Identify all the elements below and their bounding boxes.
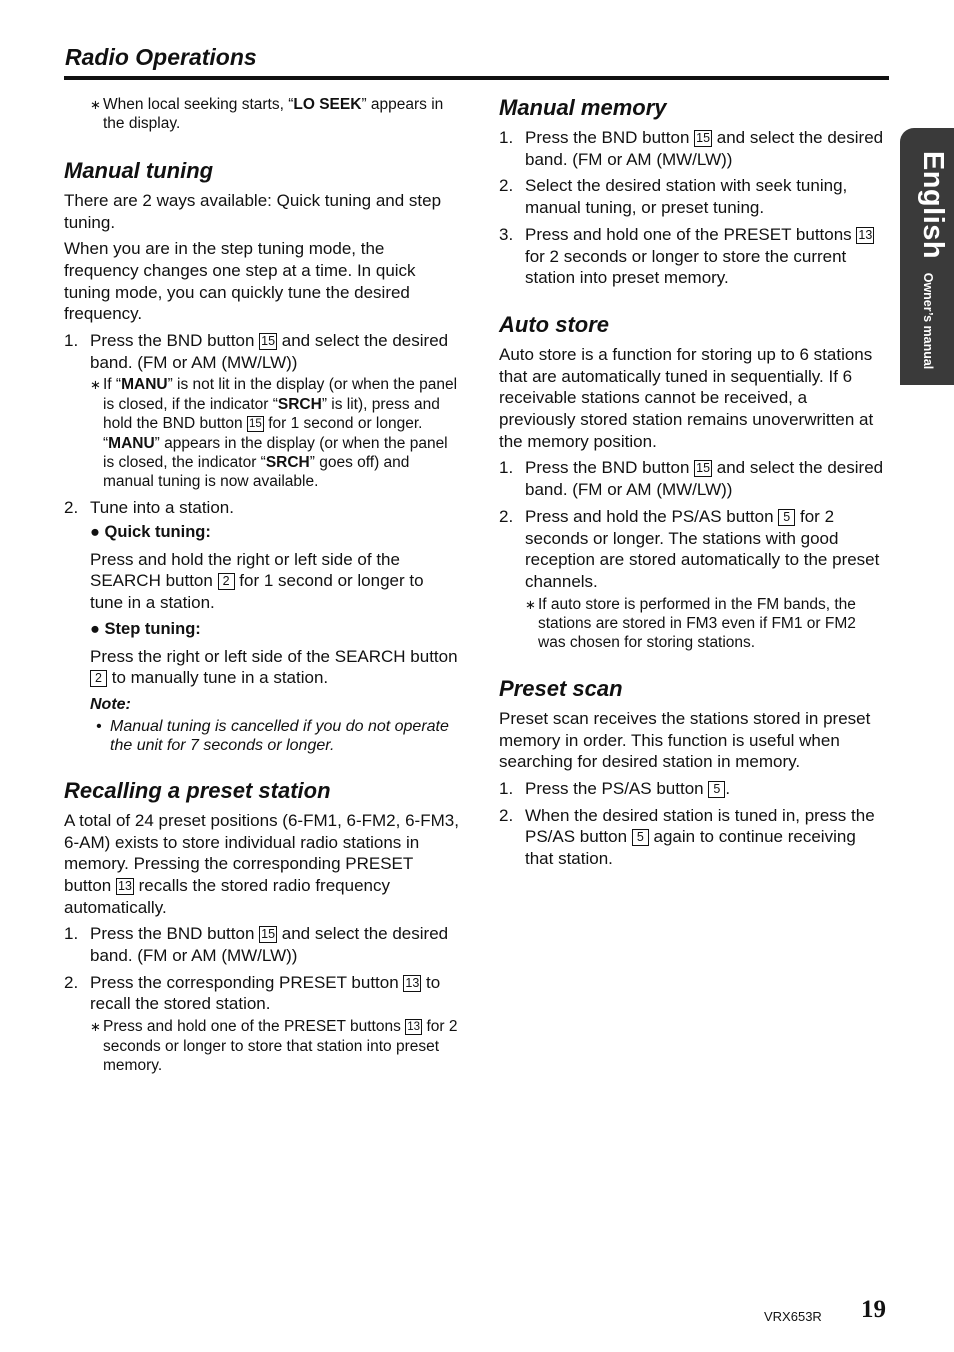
step-text: again to continue receiving that station. (525, 827, 856, 869)
list-item (64, 923, 459, 966)
language-side-tab (900, 128, 954, 385)
list-item (499, 457, 887, 500)
step-number: 2. (64, 497, 79, 517)
asterisk-icon: ∗ (90, 1019, 101, 1035)
step-number: 1. (64, 924, 79, 944)
note-text: When local seeking starts, “ (103, 96, 294, 113)
body-text: recalls the stored radio frequency automatically. (64, 875, 390, 917)
auto-store-p1: Auto store is a function for storing up to 6 stations that are automatically tuned in sequentially. If 6 receivable stations cannot be received, a previously stored station remains unoverwritten at the memory position. (499, 344, 874, 451)
button-number-box: 13 (858, 227, 873, 242)
note-text: Manual tuning is cancelled if you do not operate the unit for 7 seconds or longer. (110, 717, 449, 755)
recalling-p1 (64, 810, 459, 919)
step-tuning-heading: ● Step tuning: (90, 619, 201, 638)
manual-tuning-p1: There are 2 ways available: Quick tuning and step tuning. (64, 190, 442, 232)
header-rule (64, 76, 889, 80)
list-item (499, 127, 887, 170)
note-text: ” is not lit in the display (or when the panel is closed, if the indicator “ (103, 376, 458, 413)
step-number: 1. (499, 458, 514, 478)
step-number: 1. (499, 128, 514, 147)
list-item (499, 175, 887, 218)
body-text: A total of 24 preset positions (6-FM1, 6-FM2, 6-FM3, 6-AM) exists to store individual radio stations in memory. Pressing the corresponding PRESET button (64, 810, 459, 895)
manu-note (90, 375, 459, 491)
step-text: . (725, 778, 731, 798)
section-title-auto-store: Auto store (499, 311, 609, 337)
note-bold: SRCH (265, 454, 310, 472)
auto-store-steps (499, 457, 887, 652)
note-text: If auto store is performed in the FM bands, the stations are stored in FM3 even if FM1 or FM2 was chosen for storing stations. (538, 595, 856, 652)
note-text: ” is lit), press and hold the BND button (103, 395, 440, 433)
step-number: 1. (64, 331, 79, 351)
recalling-steps (64, 923, 459, 1075)
step-text: Press the BND button (90, 924, 260, 944)
manual-tuning-steps (64, 330, 459, 756)
step-number: 2. (64, 972, 79, 992)
asterisk-icon: ∗ (525, 596, 536, 612)
button-number-box: 5 (708, 781, 725, 798)
asterisk-icon: ∗ (90, 97, 101, 112)
button-number-box: 15 (247, 416, 264, 432)
note-bold: LO SEEK (293, 96, 362, 113)
page-header-title: Radio Operations (65, 44, 257, 70)
fm-bands-note (525, 595, 887, 653)
note-text: ” goes off) and manual tuning is now available. (103, 454, 410, 491)
right-column (499, 95, 887, 875)
button-number-box: 13 (118, 878, 132, 893)
list-item (499, 805, 887, 870)
note-text: for 2 seconds or longer to store that station into preset memory. (103, 1018, 458, 1074)
step-text: Select the desired station with seek tuning, manual tuning, or preset tuning. (525, 176, 848, 218)
footer-page-number: 19 (861, 1296, 886, 1323)
step-text: Press the BND button (90, 331, 260, 351)
button-number-box: 2 (218, 573, 235, 590)
step-number: 2. (499, 176, 514, 196)
section-title-recalling-preset: Recalling a preset station (64, 777, 331, 803)
left-column (64, 95, 459, 1080)
manual-memory-steps (499, 127, 887, 289)
store-note (90, 1017, 459, 1075)
step-text: Press the corresponding PRESET button (90, 972, 404, 992)
note-text: Press and hold one of the PRESET buttons (103, 1018, 406, 1036)
button-number-box: 13 (405, 975, 420, 990)
list-item (64, 497, 459, 756)
step-number: 2. (499, 805, 514, 825)
step-text: and select the desired band. (FM or AM (MW/LW)) (90, 924, 449, 966)
side-tab-language: English (917, 150, 949, 260)
button-number-box: 5 (778, 509, 795, 526)
quick-tuning-heading: ● Quick tuning: (90, 522, 211, 541)
step-text: for 2 seconds or longer to store the current station into preset memory. (525, 246, 847, 288)
step-text: and select the desired band. (FM or AM (MW/LW)) (525, 458, 884, 500)
step-text: to recall the stored station. (90, 972, 441, 1014)
step-text: When the desired station is tuned in, press the PS/AS button (525, 805, 875, 847)
list-item (64, 972, 459, 1076)
section-title-manual-memory: Manual memory (499, 95, 667, 120)
button-number-box: 15 (696, 461, 711, 476)
step-text: Press and hold the PS/AS button (525, 506, 779, 526)
step-number: 1. (499, 778, 514, 798)
note-text: If “ (103, 376, 122, 394)
step-text: and select the desired band. (FM or AM (MW/LW)) (525, 128, 884, 169)
step-text: Press the PS/AS button (525, 778, 709, 798)
section-title-manual-tuning: Manual tuning (64, 157, 214, 183)
section-title-preset-scan: Preset scan (499, 675, 623, 701)
step-text: for 1 second or longer to tune in a station. (90, 571, 424, 612)
button-number-box: 2 (90, 670, 107, 687)
note-bold: MANU (108, 434, 155, 452)
note-text: ” appears in the display. (103, 96, 444, 133)
step-text: Press and hold the right or left side of the SEARCH button (90, 549, 400, 591)
note-bold: MANU (121, 376, 168, 394)
step-text: to manually tune in a station. (107, 668, 329, 688)
step-text: Press and hold one of the PRESET buttons (525, 224, 857, 244)
note-title: Note: (90, 696, 131, 714)
list-item (499, 224, 887, 289)
button-number-box: 15 (261, 927, 276, 942)
button-number-box: 5 (632, 829, 649, 846)
asterisk-icon: ∗ (90, 377, 101, 393)
step-text: and select the desired band. (FM or AM (MW/LW)) (90, 331, 449, 372)
list-item (64, 330, 459, 492)
step-number: 3. (499, 224, 514, 244)
step-text: Press the BND button (525, 128, 695, 147)
note-text: for 1 second or longer. “ (103, 415, 423, 452)
manual-tuning-p2: When you are in the step tuning mode, the frequency changes one step at a time. In quick tuning mode, you can quickly tune the desired frequency. (64, 239, 416, 324)
footer-model-number: VRX653R (764, 1309, 822, 1324)
step-text: Press the BND button (525, 458, 695, 478)
note-text: ” appears in the display (or when the panel is closed, the indicator “ (103, 434, 448, 472)
quick-tuning-text (90, 549, 459, 614)
list-item (499, 778, 887, 800)
step-text: Press the right or left side of the SEARCH button (90, 646, 458, 666)
side-tab-subtitle: Owner’s manual (921, 272, 935, 370)
button-number-box: 15 (261, 334, 276, 349)
step-tuning-text (90, 646, 459, 689)
step-text: for 2 seconds or longer. The stations with good reception are stored automatically to the preset channels. (525, 506, 880, 591)
lo-seek-note (90, 95, 459, 134)
button-number-box: 13 (405, 1019, 422, 1035)
note-bold: SRCH (277, 395, 322, 413)
step-number: 2. (499, 506, 514, 526)
list-item (499, 506, 887, 653)
button-number-box: 15 (696, 131, 711, 145)
note-item (90, 717, 459, 756)
bullet-icon: • (96, 717, 102, 735)
preset-scan-p1: Preset scan receives the stations stored in preset memory in order. This function is useful when searching for desired station in memory. (499, 708, 871, 772)
preset-scan-steps (499, 778, 887, 870)
step-text: Tune into a station. (90, 497, 234, 517)
